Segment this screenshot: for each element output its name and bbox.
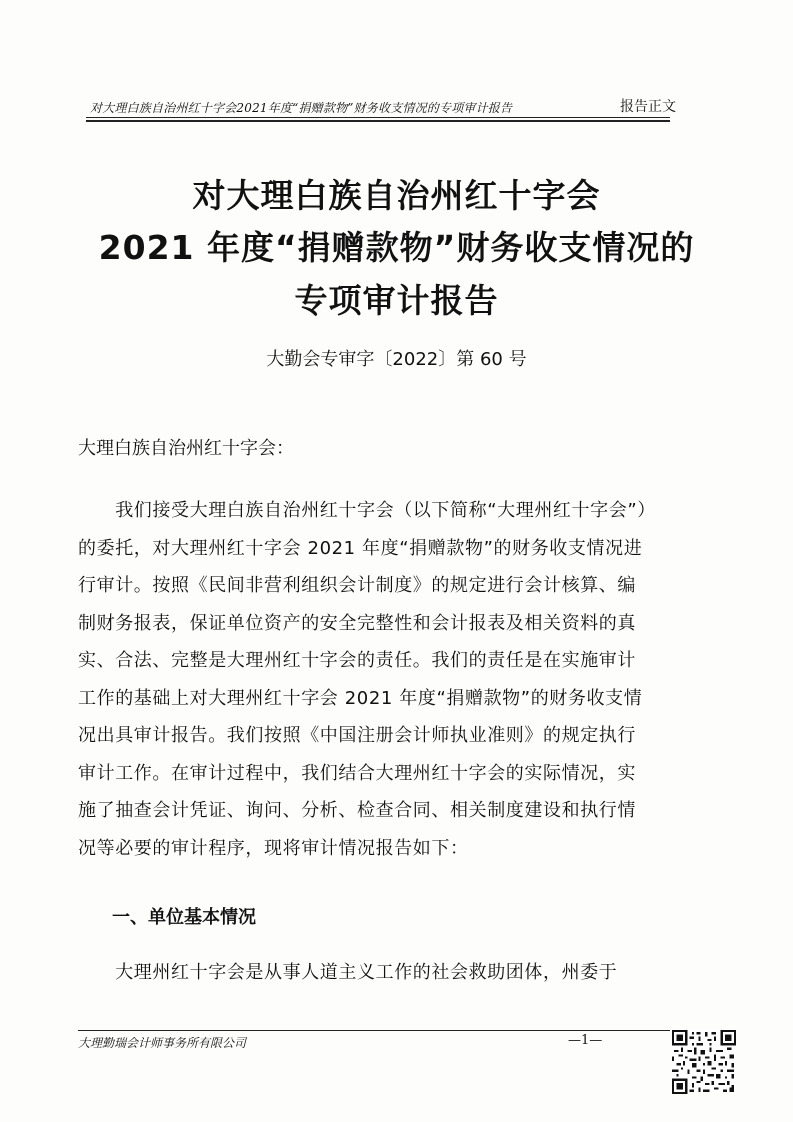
- title-line-1: 对大理白族自治州红十字会: [192, 176, 601, 215]
- paragraph-line: 施了抽查会计凭证、询问、分析、检查合同、相关制度建设和执行情: [78, 800, 636, 821]
- running-header-title: 对大理白族自治州红十字会2021年度“捐赠款物”财务收支情况的专项审计报告: [90, 101, 513, 115]
- paragraph-line: 大理州红十字会是从事人道主义工作的社会救助团体，州委于: [78, 962, 618, 983]
- section-heading: 一、单位基本情况: [112, 907, 256, 928]
- paragraph-line: 审计工作。在审计过程中，我们结合大理州红十字会的实际情况，实: [78, 763, 636, 784]
- paragraph-line: 行审计。按照《民间非营利组织会计制度》的规定进行会计核算、编: [78, 575, 636, 596]
- footer-rule: [78, 1030, 670, 1031]
- header-rule-thick: [86, 120, 670, 122]
- title-line-2: 2021 年度“捐赠款物”财务收支情况的: [98, 228, 695, 267]
- title-line-3: 专项审计报告: [294, 281, 499, 320]
- addressee: 大理白族自治州红十字会：: [78, 438, 294, 459]
- footer-firm-name: 大理勤瑞会计师事务所有限公司: [78, 1036, 247, 1050]
- paragraph-line: 工作的基础上对大理州红十字会 2021 年度“捐赠款物”的财务收支情: [78, 688, 643, 709]
- page-number: —1—: [568, 1033, 603, 1048]
- header-rule: [86, 117, 670, 118]
- paragraph-line: 制财务报表，保证单位资产的安全完整性和会计报表及相关资料的真: [78, 613, 636, 634]
- qr-code-icon: [672, 1030, 736, 1094]
- document-number: 大勤会专审字〔2022〕第 60 号: [266, 349, 527, 370]
- running-header-label: 报告正文: [620, 99, 676, 115]
- paragraph-line: 况等必要的审计程序，现将审计情况报告如下：: [78, 838, 469, 859]
- paragraph-line: 的委托，对大理州红十字会 2021 年度“捐赠款物”的财务收支情况进: [78, 538, 643, 559]
- paragraph-line: 实、合法、完整是大理州红十字会的责任。我们的责任是在实施审计: [78, 650, 636, 671]
- paragraph-line: 况出具审计报告。我们按照《中国注册会计师执业准则》的规定执行: [78, 725, 636, 746]
- paragraph-line: 我们接受大理白族自治州红十字会（以下简称“大理州红十字会”）: [78, 500, 656, 521]
